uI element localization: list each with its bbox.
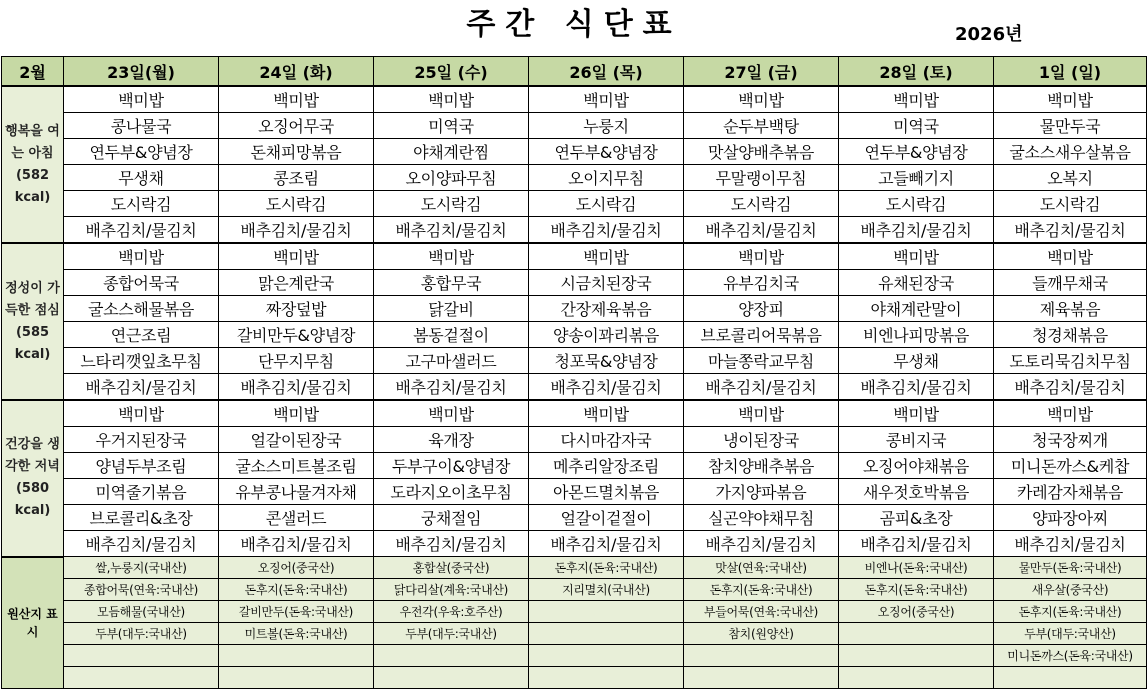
dinner-row <box>2 505 1147 531</box>
origin-item: 돈후지(돈육:국내산) <box>684 579 839 601</box>
menu-item: 아몬드멸치볶음 <box>529 479 684 505</box>
menu-item: 메추리알장조림 <box>529 453 684 479</box>
menu-item: 고구마샐러드 <box>374 348 529 374</box>
origin-item <box>529 623 684 645</box>
day-header: 27일 (금) <box>684 57 839 87</box>
day-header: 24일 (화) <box>219 57 374 87</box>
origin-item <box>374 667 529 689</box>
origin-item: 모듬해물(국내산) <box>64 601 219 623</box>
origin-item <box>994 667 1147 689</box>
menu-item: 배추김치/물김치 <box>374 531 529 557</box>
menu-item: 백미밥 <box>219 86 374 113</box>
menu-item: 양념두부조림 <box>64 453 219 479</box>
lunch-row <box>2 296 1147 322</box>
menu-item: 백미밥 <box>64 400 219 427</box>
menu-item: 배추김치/물김치 <box>684 531 839 557</box>
menu-item: 양장피 <box>684 296 839 322</box>
menu-item: 백미밥 <box>529 243 684 270</box>
menu-body <box>2 86 1147 689</box>
menu-item: 배추김치/물김치 <box>219 374 374 401</box>
origin-item: 새우살(중국산) <box>994 579 1147 601</box>
menu-item: 백미밥 <box>839 86 994 113</box>
menu-item: 백미밥 <box>994 86 1147 113</box>
menu-item: 오이양파무침 <box>374 165 529 191</box>
menu-item: 배추김치/물김치 <box>529 374 684 401</box>
menu-item: 순두부백탕 <box>684 113 839 139</box>
breakfast-row <box>2 165 1147 191</box>
lunch-row <box>2 322 1147 348</box>
menu-item: 도시락김 <box>64 191 219 217</box>
origin-item: 홍합살(중국산) <box>374 557 529 579</box>
menu-item: 오징어무국 <box>219 113 374 139</box>
dinner-label: 건강을 생각한 저녁 (580 kcal) <box>2 400 64 557</box>
lunch-label: 정성이 가득한 점심 (585 kcal) <box>2 243 64 400</box>
day-header: 23일(월) <box>64 57 219 87</box>
menu-item: 도시락김 <box>219 191 374 217</box>
dinner-row <box>2 453 1147 479</box>
menu-item: 도시락김 <box>684 191 839 217</box>
menu-item: 도토리묵김치무침 <box>994 348 1147 374</box>
menu-item: 맑은계란국 <box>219 270 374 296</box>
menu-item: 콩나물국 <box>64 113 219 139</box>
menu-item: 도라지오이초무침 <box>374 479 529 505</box>
origin-item <box>529 601 684 623</box>
menu-item: 배추김치/물김치 <box>374 217 529 244</box>
menu-item: 굴소스해물볶음 <box>64 296 219 322</box>
menu-item: 백미밥 <box>839 243 994 270</box>
menu-item: 미역줄기볶음 <box>64 479 219 505</box>
menu-item: 백미밥 <box>994 400 1147 427</box>
menu-item: 궁채절임 <box>374 505 529 531</box>
menu-item: 백미밥 <box>219 243 374 270</box>
menu-item: 백미밥 <box>219 400 374 427</box>
menu-item: 굴소스미트볼조림 <box>219 453 374 479</box>
menu-item: 백미밥 <box>839 400 994 427</box>
menu-item: 참치양배추볶음 <box>684 453 839 479</box>
origin-item: 부들어묵(연육:국내산) <box>684 601 839 623</box>
menu-item: 오이지무침 <box>529 165 684 191</box>
menu-item: 갈비만두&양념장 <box>219 322 374 348</box>
origin-item <box>839 623 994 645</box>
menu-item: 배추김치/물김치 <box>64 531 219 557</box>
menu-item: 백미밥 <box>64 243 219 270</box>
origin-item: 미트볼(돈육:국내산) <box>219 623 374 645</box>
menu-item: 배추김치/물김치 <box>374 374 529 401</box>
origin-item: 갈비만두(돈육:국내산) <box>219 601 374 623</box>
origin-item <box>219 667 374 689</box>
origin-row <box>2 645 1147 667</box>
menu-item: 곰피&초장 <box>839 505 994 531</box>
menu-item: 양송이꽈리볶음 <box>529 322 684 348</box>
menu-item: 백미밥 <box>529 86 684 113</box>
menu-item: 연두부&양념장 <box>64 139 219 165</box>
menu-item: 백미밥 <box>684 243 839 270</box>
origin-item: 닭다리살(계육:국내산) <box>374 579 529 601</box>
origin-item: 물만두(돈육:국내산) <box>994 557 1147 579</box>
origin-item <box>839 645 994 667</box>
menu-item: 닭갈비 <box>374 296 529 322</box>
origin-item: 돈후지(돈육:국내산) <box>219 579 374 601</box>
menu-item: 백미밥 <box>684 400 839 427</box>
menu-item: 배추김치/물김치 <box>529 217 684 244</box>
menu-item: 느타리깻잎초무침 <box>64 348 219 374</box>
menu-table <box>1 56 1147 689</box>
menu-item: 야채계란말이 <box>839 296 994 322</box>
menu-item: 백미밥 <box>529 400 684 427</box>
menu-item: 연두부&양념장 <box>839 139 994 165</box>
origin-row <box>2 623 1147 645</box>
origin-label: 원산지 표시 <box>2 557 64 689</box>
lunch-row <box>2 243 1147 270</box>
origin-item <box>64 667 219 689</box>
menu-item: 미니돈까스&케찹 <box>994 453 1147 479</box>
menu-item: 들깨무채국 <box>994 270 1147 296</box>
menu-item: 배추김치/물김치 <box>994 531 1147 557</box>
menu-item: 청포묵&양념장 <box>529 348 684 374</box>
origin-item <box>219 645 374 667</box>
dinner-row <box>2 427 1147 453</box>
lunch-row <box>2 374 1147 401</box>
menu-item: 양파장아찌 <box>994 505 1147 531</box>
origin-item: 돈후지(돈육:국내산) <box>529 557 684 579</box>
menu-item: 콘샐러드 <box>219 505 374 531</box>
menu-item: 도시락김 <box>529 191 684 217</box>
menu-item: 시금치된장국 <box>529 270 684 296</box>
menu-item: 오징어야채볶음 <box>839 453 994 479</box>
menu-item: 냉이된장국 <box>684 427 839 453</box>
menu-item: 배추김치/물김치 <box>684 217 839 244</box>
menu-item: 콩조림 <box>219 165 374 191</box>
origin-row <box>2 557 1147 579</box>
menu-item: 백미밥 <box>684 86 839 113</box>
lunch-row <box>2 348 1147 374</box>
menu-item: 실곤약야채무침 <box>684 505 839 531</box>
origin-item: 두부(대두:국내산) <box>374 623 529 645</box>
menu-item: 배추김치/물김치 <box>839 217 994 244</box>
menu-item: 무말랭이무침 <box>684 165 839 191</box>
dinner-row <box>2 400 1147 427</box>
menu-item: 돈채피망볶음 <box>219 139 374 165</box>
menu-item: 유부콩나물겨자채 <box>219 479 374 505</box>
menu-item: 배추김치/물김치 <box>529 531 684 557</box>
menu-item: 마늘쫑락교무침 <box>684 348 839 374</box>
menu-item: 육개장 <box>374 427 529 453</box>
menu-item: 브로콜리&초장 <box>64 505 219 531</box>
breakfast-row <box>2 139 1147 165</box>
menu-item: 봄동겉절이 <box>374 322 529 348</box>
origin-item: 참치(원양산) <box>684 623 839 645</box>
menu-item: 종합어묵국 <box>64 270 219 296</box>
menu-item: 청국장찌개 <box>994 427 1147 453</box>
day-header: 28일 (토) <box>839 57 994 87</box>
origin-item: 오징어(중국산) <box>219 557 374 579</box>
day-header: 1일 (일) <box>994 57 1147 87</box>
menu-item: 짜장덮밥 <box>219 296 374 322</box>
menu-item: 고들빼기지 <box>839 165 994 191</box>
origin-item <box>529 667 684 689</box>
origin-item: 돈후지(돈육:국내산) <box>839 579 994 601</box>
origin-item: 비엔나(돈육:국내산) <box>839 557 994 579</box>
dinner-row <box>2 531 1147 557</box>
menu-item: 배추김치/물김치 <box>219 531 374 557</box>
menu-item: 우거지된장국 <box>64 427 219 453</box>
menu-item: 배추김치/물김치 <box>839 531 994 557</box>
breakfast-label: 행복을 여는 아침 (582 kcal) <box>2 86 64 243</box>
origin-item <box>374 645 529 667</box>
menu-item: 맛살양배추볶음 <box>684 139 839 165</box>
menu-item: 배추김치/물김치 <box>994 217 1147 244</box>
origin-item <box>529 645 684 667</box>
menu-item: 도시락김 <box>839 191 994 217</box>
menu-item: 무생채 <box>64 165 219 191</box>
origin-item: 지리멸치(국내산) <box>529 579 684 601</box>
menu-item: 도시락김 <box>994 191 1147 217</box>
origin-row <box>2 667 1147 689</box>
menu-item: 연근조림 <box>64 322 219 348</box>
breakfast-row <box>2 86 1147 113</box>
origin-item <box>684 645 839 667</box>
menu-item: 백미밥 <box>64 86 219 113</box>
menu-item: 배추김치/물김치 <box>684 374 839 401</box>
breakfast-row <box>2 113 1147 139</box>
menu-item: 콩비지국 <box>839 427 994 453</box>
menu-item: 간장제육볶음 <box>529 296 684 322</box>
day-header: 26일 (목) <box>529 57 684 87</box>
menu-item: 얼갈이겉절이 <box>529 505 684 531</box>
origin-item: 쌀,누룽지(국내산) <box>64 557 219 579</box>
menu-item: 연두부&양념장 <box>529 139 684 165</box>
menu-item: 브로콜리어묵볶음 <box>684 322 839 348</box>
menu-item: 굴소스새우살볶음 <box>994 139 1147 165</box>
menu-item: 무생채 <box>839 348 994 374</box>
menu-item: 배추김치/물김치 <box>994 374 1147 401</box>
origin-item: 미니돈까스(돈육:국내산) <box>994 645 1147 667</box>
menu-item: 배추김치/물김치 <box>839 374 994 401</box>
origin-item: 종합어묵(연육:국내산) <box>64 579 219 601</box>
menu-item: 얼갈이된장국 <box>219 427 374 453</box>
menu-item: 미역국 <box>839 113 994 139</box>
origin-item: 두부(대두:국내산) <box>994 623 1147 645</box>
menu-item: 단무지무침 <box>219 348 374 374</box>
menu-item: 백미밥 <box>374 243 529 270</box>
menu-item: 유부김치국 <box>684 270 839 296</box>
day-header: 25일 (수) <box>374 57 529 87</box>
page-title: 주간 식단표 <box>466 7 682 42</box>
menu-item: 물만두국 <box>994 113 1147 139</box>
lunch-row <box>2 270 1147 296</box>
menu-item: 새우젓호박볶음 <box>839 479 994 505</box>
menu-item: 배추김치/물김치 <box>219 217 374 244</box>
year-label: 2026년 <box>955 24 1023 45</box>
origin-item: 오징어(중국산) <box>839 601 994 623</box>
menu-item: 백미밥 <box>374 400 529 427</box>
menu-item: 비엔나피망볶음 <box>839 322 994 348</box>
origin-item: 돈후지(돈육:국내산) <box>994 601 1147 623</box>
origin-item <box>64 645 219 667</box>
menu-item: 유채된장국 <box>839 270 994 296</box>
menu-item: 가지양파볶음 <box>684 479 839 505</box>
menu-item: 오복지 <box>994 165 1147 191</box>
breakfast-row <box>2 191 1147 217</box>
menu-item: 백미밥 <box>374 86 529 113</box>
menu-item: 도시락김 <box>374 191 529 217</box>
menu-item: 청경채볶음 <box>994 322 1147 348</box>
menu-item: 제육볶음 <box>994 296 1147 322</box>
origin-item: 우전각(우육:호주산) <box>374 601 529 623</box>
menu-item: 배추김치/물김치 <box>64 217 219 244</box>
origin-item: 두부(대두:국내산) <box>64 623 219 645</box>
origin-row <box>2 579 1147 601</box>
origin-row <box>2 601 1147 623</box>
menu-item: 미역국 <box>374 113 529 139</box>
menu-item: 홍합무국 <box>374 270 529 296</box>
menu-item: 야채계란찜 <box>374 139 529 165</box>
origin-item <box>839 667 994 689</box>
menu-item: 다시마감자국 <box>529 427 684 453</box>
menu-item: 백미밥 <box>994 243 1147 270</box>
month-header: 2월 <box>2 57 64 87</box>
breakfast-row <box>2 217 1147 244</box>
dinner-row <box>2 479 1147 505</box>
menu-item: 배추김치/물김치 <box>64 374 219 401</box>
menu-item: 두부구이&양념장 <box>374 453 529 479</box>
header-row <box>2 57 1147 87</box>
origin-item: 맛살(연육:국내산) <box>684 557 839 579</box>
menu-item: 카레감자채볶음 <box>994 479 1147 505</box>
menu-item: 누룽지 <box>529 113 684 139</box>
origin-item <box>684 667 839 689</box>
